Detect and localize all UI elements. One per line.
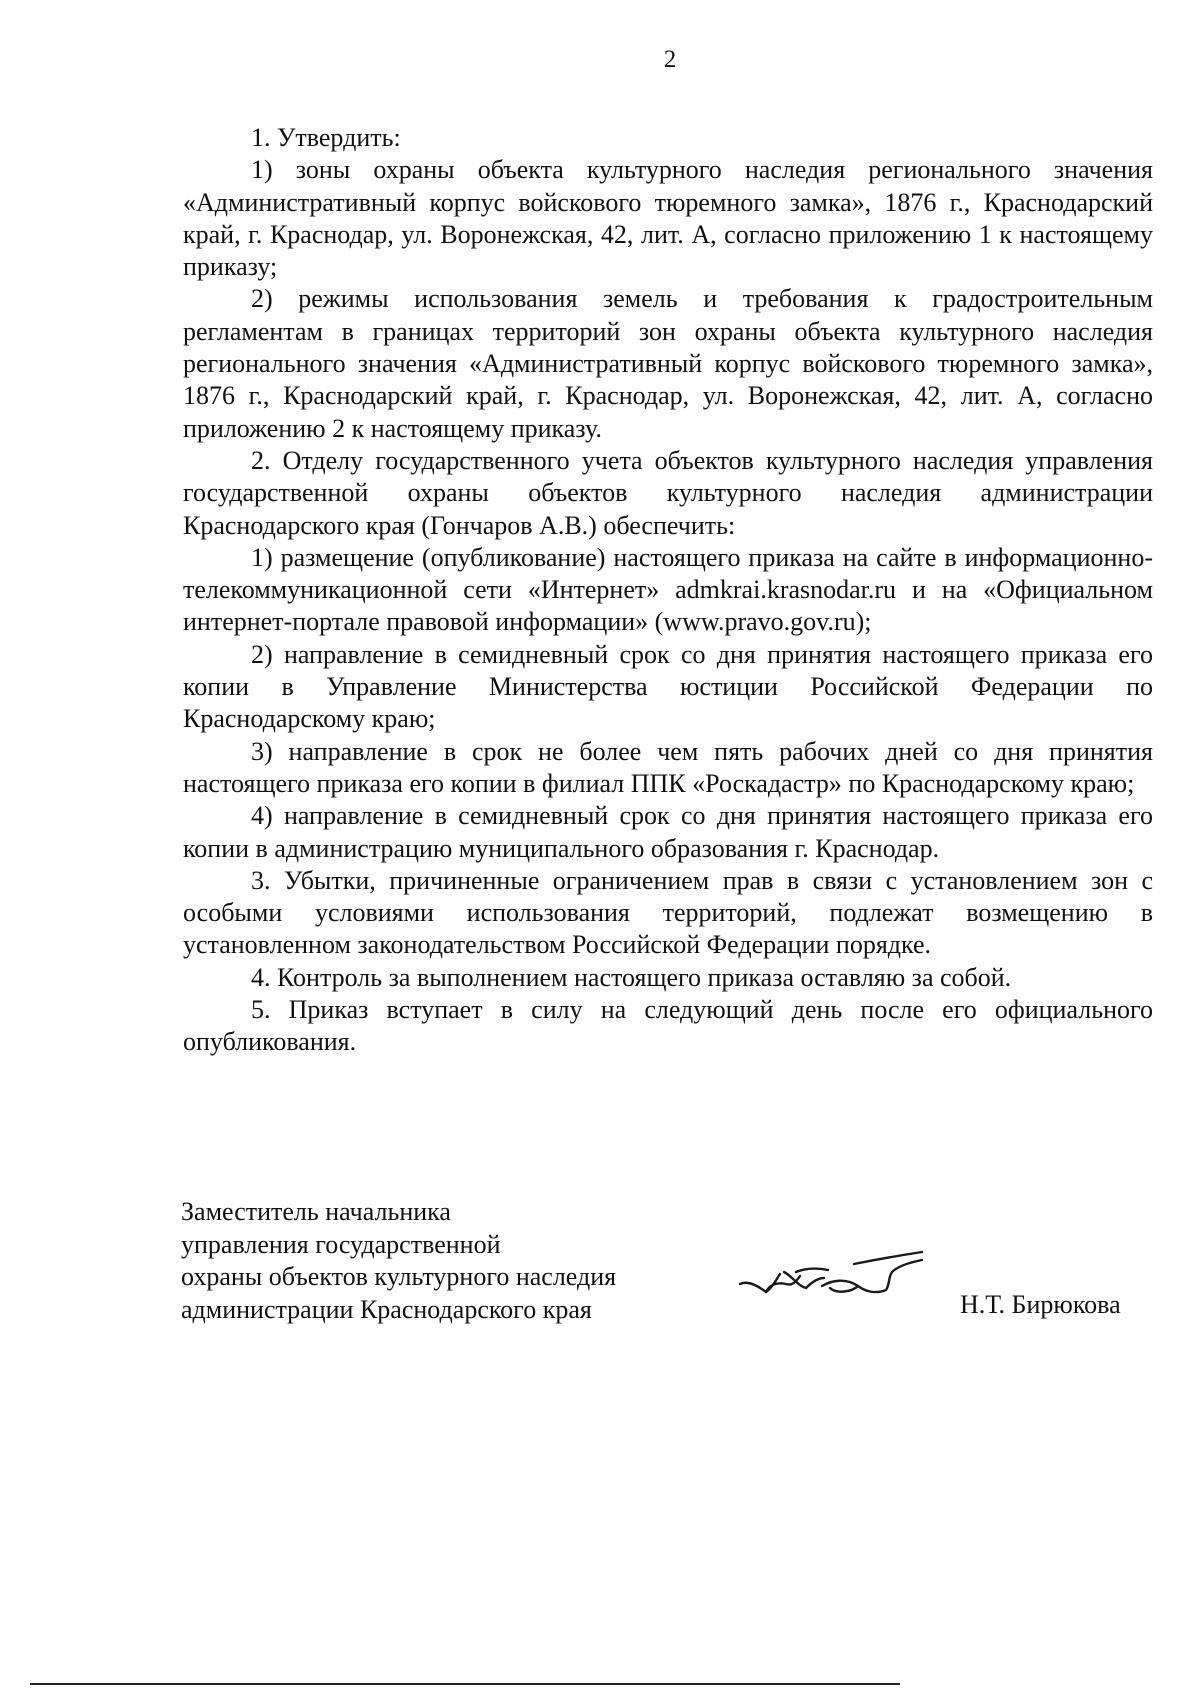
position-line: охраны объектов культурного наследия — [181, 1262, 617, 1291]
paragraph-duty-item-4: 4) направление в семидневный срок со дня принятия настоящего приказа его копии в администрацию муниципального образования г. Краснодар. — [183, 801, 1153, 863]
paragraph-control: 4. Контроль за выполнением настоящего приказа оставляю за собой. — [251, 962, 1012, 992]
paragraph-approve-item-1: 1) зоны охраны объекта культурного наследия регионального значения «Административный корпус войскового тюремного замка», 1876 г., Краснодарский край, г. Краснодар, ул. Воронежская, 42, лит. А, согласно приложению 1 к настоящему приказу; — [183, 155, 1153, 282]
paragraph-duty-item-1: 1) размещение (опубликование) настоящего приказа на сайте в информационно-телекоммуникационной сети «Интернет» admkrai.krasnodar.ru и на «Официальном интернет-портале правовой информации» (www.pravo.gov.ru); — [183, 542, 1153, 637]
paragraph-approve: 1. Утвердить: — [251, 123, 401, 152]
position-line: администрации Краснодарского края — [181, 1294, 592, 1324]
signer-name: Н.Т. Бирюкова — [960, 1290, 1121, 1319]
handwritten-signature — [736, 1242, 926, 1322]
bottom-divider — [30, 1683, 900, 1685]
paragraph-effective: 5. Приказ вступает в силу на следующий день после его официального опубликования. — [183, 995, 1153, 1057]
document-body — [183, 122, 1153, 1059]
paragraph-duty-item-3: 3) направление в срок не более чем пять рабочих дней со дня принятия настоящего приказа его копии в филиал ППК «Роскадастр» по Краснодарскому краю; — [183, 736, 1153, 798]
paragraph-department-duties: 2. Отделу государственного учета объектов культурного наследия управления государственной охраны объектов культурного наследия администрации Краснодарского края (Гончаров А.В.) обеспечить: — [183, 445, 1153, 540]
page-number: 2 — [663, 46, 677, 73]
paragraph-duty-item-2: 2) направление в семидневный срок со дня принятия настоящего приказа его копии в Управление Министерства юстиции Российской Федерации по Краснодарскому краю; — [183, 639, 1153, 734]
paragraph-approve-item-2: 2) режимы использования земель и требования к градостроительным регламентам в границах территорий зон охраны объекта культурного наследия регионального значения «Административный корпус войскового тюремного замка», 1876 г., Краснодарский край, г. Краснодар, ул. Воронежская, 42, лит. А, согласно приложению 2 к настоящему приказу. — [183, 284, 1153, 443]
paragraph-losses: 3. Убытки, причиненные ограничением прав в связи с установлением зон с особыми условиями использования территорий, подлежат возмещению в установленном законодательством Российской Федерации порядке. — [183, 865, 1153, 960]
position-line: управления государственной — [181, 1229, 501, 1259]
position-line: Заместитель начальника — [181, 1197, 451, 1226]
